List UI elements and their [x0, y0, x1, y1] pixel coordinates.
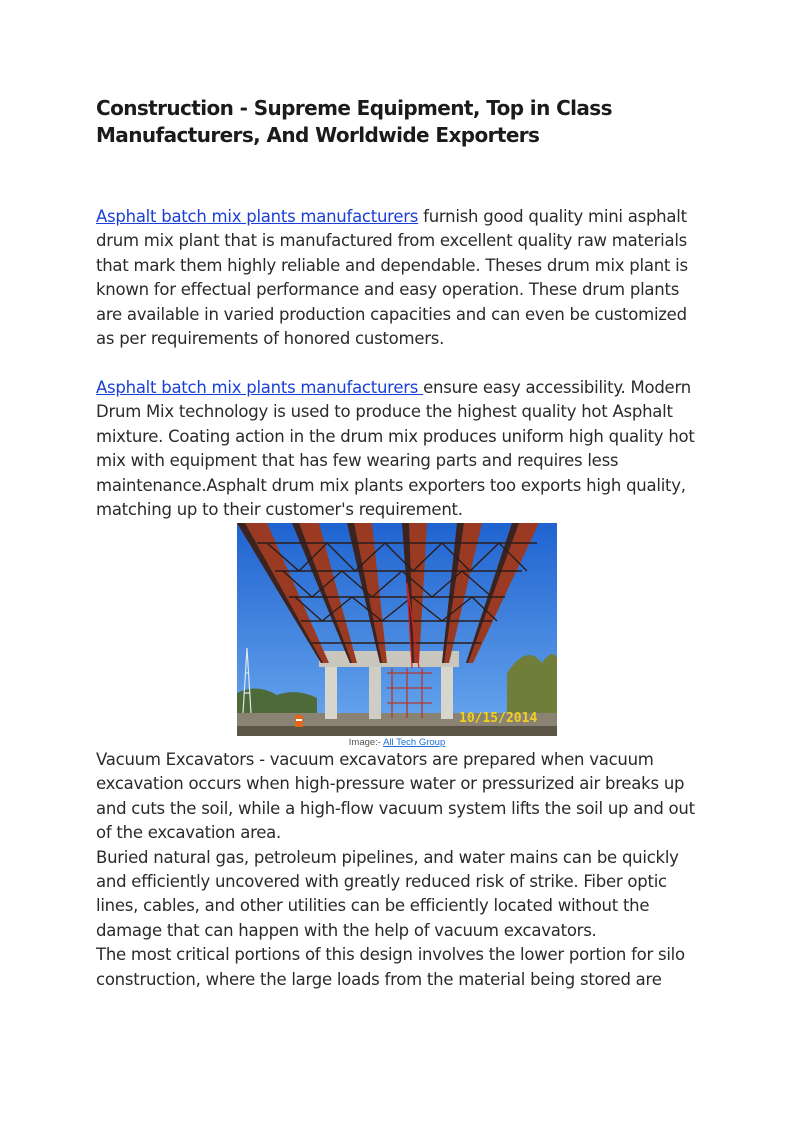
bridge-girders-photo [237, 523, 557, 736]
vacuum-paragraph-line-2: Buried natural gas, petroleum pipelines, and water mains can be quickly and efficiently uncovered with greatly reduced risk of strike. Fiber optic lines, cables, and other utilities can be efficiently located without the damage that can happen with the help of vacuum excavators. [96, 847, 679, 940]
paragraph-drum-mix [96, 376, 706, 522]
page-title: Construction - Supreme Equipment, Top in Class Manufacturers, And Worldwide Exporters [96, 96, 612, 147]
paragraph-2-text: ensure easy accessibility. Modern Drum Mix technology is used to produce the highest quality hot Asphalt mixture. Coating action in the drum mix produces uniform high quality hot mix with equipment that has few wearing parts and requires less maintenance.Asphalt drum mix plants exporters too exports high quality, matching up to their customer's requirement. [96, 378, 695, 520]
photo-date-stamp: 10/15/2014 [459, 711, 538, 726]
asphalt-manufacturers-link-1[interactable]: Asphalt batch mix plants manufacturers [96, 207, 419, 226]
paragraph-asphalt-plants [96, 205, 706, 351]
vacuum-paragraph-line-1: Vacuum Excavators - vacuum excavators are prepared when vacuum excavation occurs when high-pressure water or pressurized air breaks up and cuts the soil, while a high-flow vacuum system lifts the soil up and out of the excavation area. [96, 750, 695, 843]
vacuum-paragraph-line-3: The most critical portions of this design involves the lower portion for silo construction, where the large loads from the material being stored are [96, 945, 685, 989]
caption-source-link[interactable]: All Tech Group [383, 737, 446, 748]
paragraph-1-text: furnish good quality mini asphalt drum mix plant that is manufactured from excellent quality raw materials that mark them highly reliable and dependable. Theses drum mix plant is known for effectual performance and easy operation. These drum plants are available in varied production capacities and can even be customized as per requirements of honored customers. [96, 207, 688, 349]
image-caption [96, 737, 698, 748]
caption-prefix: Image:- [348, 737, 384, 748]
asphalt-manufacturers-link-2[interactable]: Asphalt batch mix plants manufacturers [96, 378, 424, 397]
paragraph-vacuum-excavators [96, 748, 706, 992]
